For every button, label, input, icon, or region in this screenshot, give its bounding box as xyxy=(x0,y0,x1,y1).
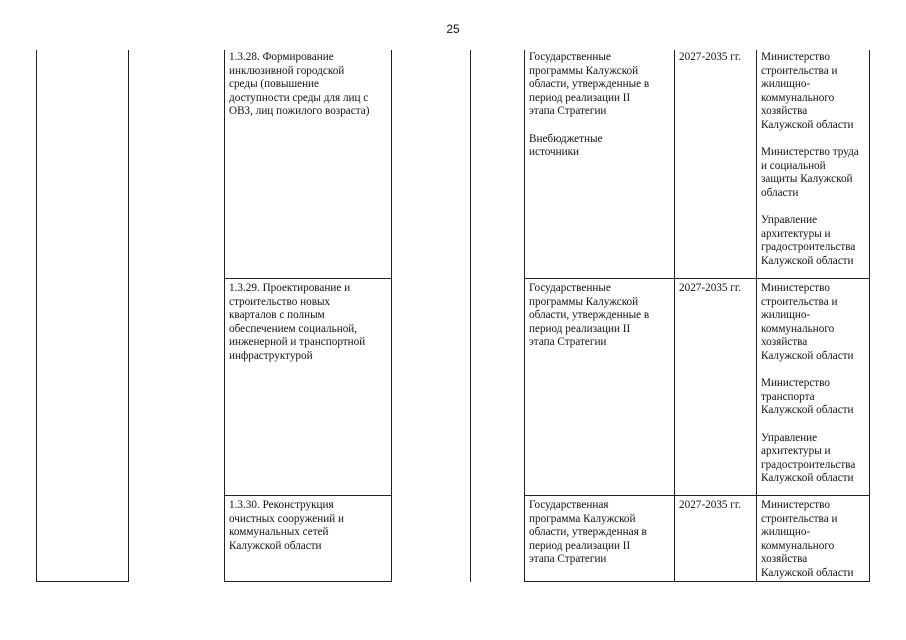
measure-cell: 1.3.28. Формирование инклюзивной городской среды (повышение доступности среды для лиц с ОВЗ, лиц пожилого возраста) xyxy=(229,51,370,118)
row-separator xyxy=(224,278,392,279)
table-border xyxy=(391,50,392,582)
source-cell: Государственная программа Калужской области, утвержденная в период реализации II этапа Стратегии xyxy=(529,499,647,566)
row-separator xyxy=(224,495,392,496)
table-border xyxy=(674,50,675,582)
table-border xyxy=(524,50,525,582)
row-separator xyxy=(524,495,870,496)
table-border xyxy=(36,50,37,582)
row-separator xyxy=(524,278,870,279)
measure-cell: 1.3.30. Реконструкция очистных сооружений и коммунальных сетей Калужской области xyxy=(229,499,345,552)
source-cell: Государственные программы Калужской области, утвержденные в период реализации II этапа Стратегии xyxy=(529,282,650,349)
table-border xyxy=(128,50,129,582)
measure-cell: 1.3.29. Проектирование и строительство новых кварталов с полным обеспечением социальной, инженерной и транспортной инфраструктурой xyxy=(229,282,366,362)
responsible-cell: Министерство строительства и жилищно- коммунального хозяйства Калужской области Министерство транспорта Калужской области Управление архитектуры и градостроительства Калужской области xyxy=(761,282,856,485)
responsible-cell: Министерство строительства и жилищно- коммунального хозяйства Калужской области Министерство труда и социальной защиты Калужской области Управление архитектуры и градостроительства Калужской области xyxy=(761,51,859,267)
table-border xyxy=(36,581,129,582)
period-cell: 2027-2035 гг. xyxy=(679,499,741,511)
table-border xyxy=(756,50,757,582)
source-cell: Государственные программы Калужской области, утвержденные в период реализации II этапа Стратегии Внебюджетные источники xyxy=(529,51,650,159)
page-number: 25 xyxy=(446,22,460,36)
period-cell: 2027-2035 гг. xyxy=(679,51,741,63)
table-border xyxy=(869,50,870,582)
table-border xyxy=(224,50,225,582)
table-border xyxy=(470,50,471,582)
period-cell: 2027-2035 гг. xyxy=(679,282,741,294)
responsible-cell: Министерство строительства и жилищно- коммунального хозяйства Калужской области xyxy=(761,499,854,579)
table-border xyxy=(524,581,870,582)
table-border xyxy=(224,581,392,582)
